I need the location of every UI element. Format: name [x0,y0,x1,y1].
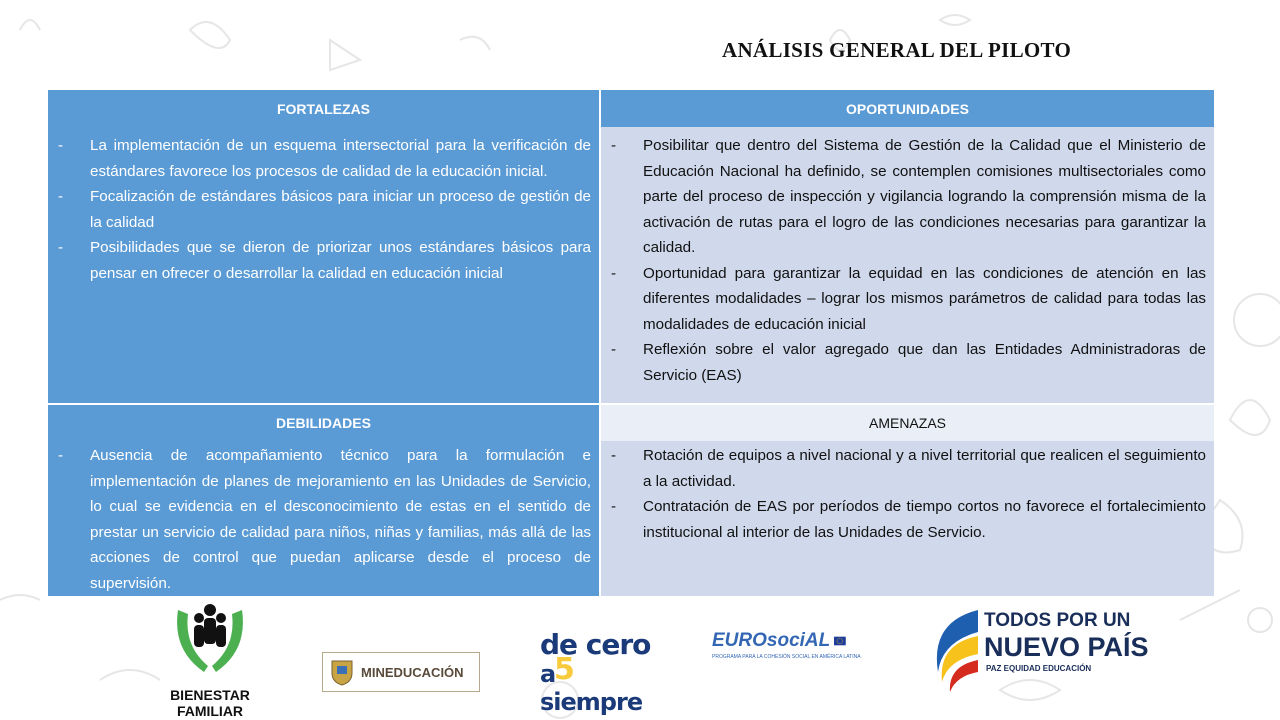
amenaza-text: Contratación de EAS por períodos de tiempo cortos no favorece el fortalecimiento institucional al interior de las Unidades de Servicio. [643,498,1206,541]
swot-table [48,90,1214,596]
list-item [56,235,591,286]
bullet-dash: - [611,137,617,154]
todos-line2: NUEVO PAÍS [984,632,1149,662]
oportunidades-cell [601,127,1214,403]
header-oportunidades: OPORTUNIDADES [601,90,1214,127]
list-item [56,443,591,596]
bullet-dash: - [58,137,64,154]
eurosocial-sub: PROGRAMA PARA LA COHESIÓN SOCIAL EN AMÉRICA LATINA [712,654,861,660]
list-item [609,494,1206,545]
todos-por-un-nuevo-pais-logo [932,606,1149,706]
bullet-dash: - [611,264,617,282]
fortaleza-text: Posibilidades que se dieron de priorizar unos estándares básicos para pensar en ofrecer o desarrollar la calidad en educación inicial [90,239,591,282]
todos-line3: PAZ EQUIDAD EDUCACIÓN [986,664,1092,673]
shield-icon [329,658,355,686]
decero-line2: a siempre [540,660,643,716]
fortaleza-text: La implementación de un esquema intersectorial para la verificación de estándares favorece los procesos de calidad de la educación inicial. [90,137,591,180]
bienestar-line2: FAMILIAR [176,703,244,719]
list-item [609,133,1206,261]
colombia-wave-icon [932,606,980,696]
family-icon [170,600,250,680]
header-fortalezas: FORTALEZAS [48,90,599,127]
oportunidades-list [609,133,1206,388]
oportunidad-text: Reflexión sobre el valor agregado que dan las Entidades Administradoras de Servicio (EAS) [643,341,1206,384]
slide-title: ANÁLISIS GENERAL DEL PILOTO [722,38,1072,62]
list-item [609,443,1206,494]
list-item [56,184,591,235]
de-cero-a-siempre-logo [540,628,655,716]
debilidades-list [56,443,591,596]
bullet-dash: - [58,188,64,205]
decero-digit: 5 [554,652,575,687]
bullet-dash: - [611,341,617,358]
oportunidad-text: Posibilitar que dentro del Sistema de Gestión de la Calidad que el Ministerio de Educación Nacional ha definido, se contemplen comisiones multisectoriales como parte del proceso de inspección y vigilancia logrando la comprensión misma de la activación de rutas para el logro de las condiciones necesarias para garantizar la calidad. [643,137,1206,256]
oportunidad-text: Oportunidad para garantizar la equidad en las condiciones de atención en las diferentes modalidades – lograr los mismos parámetros de calidad para todas las modalidades de educación inicial [643,264,1206,333]
list-item [609,337,1206,388]
bullet-dash: - [58,239,64,256]
fortalezas-cell [48,127,599,403]
bullet-dash: - [611,498,617,515]
eu-flag-icon [834,630,846,652]
todos-line1: TODOS POR UN [984,610,1131,631]
bullet-dash: - [611,447,617,464]
amenaza-text: Rotación de equipos a nivel nacional y a nivel territorial que realicen el seguimiento a la actividad. [643,447,1206,490]
amenazas-list [609,443,1206,545]
debilidades-cell [48,441,599,596]
logo-strip [0,600,1280,720]
eurosocial-text: EUROsociAL [712,630,831,651]
fortalezas-list [56,133,591,286]
mineducacion-text: MINEDUCACIÓN [361,664,464,680]
mineducacion-logo [322,652,480,692]
bienestar-familiar-logo [170,600,250,719]
header-debilidades: DEBILIDADES [48,405,599,441]
fortaleza-text: Focalización de estándares básicos para iniciar un proceso de gestión de la calidad [90,188,591,231]
bienestar-line1: BIENESTAR [170,687,250,703]
bullet-dash: - [58,447,64,464]
decero-line1: de cero [540,628,651,661]
list-item [56,133,591,184]
eurosocial-logo [712,630,861,690]
list-item [609,261,1206,338]
amenazas-cell [601,441,1214,596]
debilidad-text: Ausencia de acompañamiento técnico para la formulación e implementación de planes de mejoramiento en las Unidades de Servicio, lo cual se evidencia en el desconocimiento de estas en el sentido de prestar un servicio de calidad para niños, niñas y familias, más allá de las acciones de control que puedan aplicarse desde el proceso de supervisión. [90,447,591,592]
header-amenazas: AMENAZAS [601,405,1214,441]
